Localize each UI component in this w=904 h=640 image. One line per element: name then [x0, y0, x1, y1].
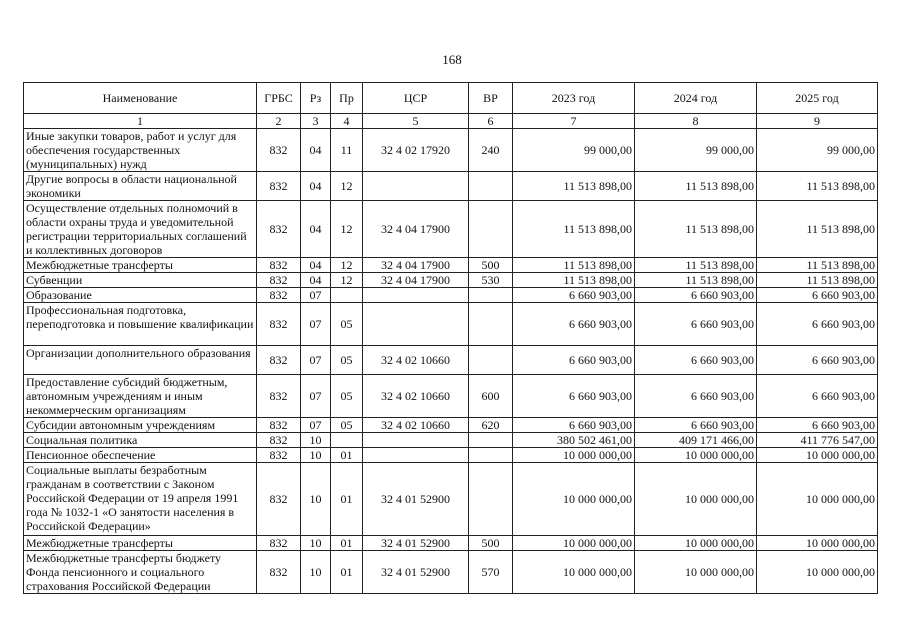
row-csr: 32 4 02 10660	[363, 375, 469, 418]
header-csr: ЦСР	[363, 83, 469, 114]
table-row	[24, 273, 878, 288]
table-row	[24, 433, 878, 448]
row-csr	[363, 433, 469, 448]
row-2023: 10 000 000,00	[513, 536, 635, 551]
column-number: 1	[24, 114, 257, 129]
column-number: 6	[469, 114, 513, 129]
table-row	[24, 463, 878, 536]
row-2024: 11 513 898,00	[635, 258, 757, 273]
row-2023: 10 000 000,00	[513, 448, 635, 463]
row-name: Социальная политика	[24, 433, 257, 448]
row-2025: 10 000 000,00	[757, 536, 878, 551]
column-number: 4	[331, 114, 363, 129]
row-2023: 6 660 903,00	[513, 375, 635, 418]
column-number: 3	[301, 114, 331, 129]
row-pr: 01	[331, 463, 363, 536]
row-pr: 01	[331, 448, 363, 463]
column-number: 5	[363, 114, 469, 129]
row-pr: 12	[331, 201, 363, 258]
row-vr: 620	[469, 418, 513, 433]
column-number: 7	[513, 114, 635, 129]
row-2025: 6 660 903,00	[757, 303, 878, 346]
row-2025: 11 513 898,00	[757, 172, 878, 201]
row-pr: 01	[331, 551, 363, 594]
row-vr	[469, 303, 513, 346]
row-2024: 10 000 000,00	[635, 536, 757, 551]
row-name: Осуществление отдельных полномочий в области охраны труда и уведомительной регистрации территориальных соглашений и коллективных договоров	[24, 201, 257, 258]
row-2024: 6 660 903,00	[635, 418, 757, 433]
row-csr	[363, 448, 469, 463]
row-csr: 32 4 02 10660	[363, 418, 469, 433]
page-number: 168	[442, 52, 462, 67]
table-row	[24, 258, 878, 273]
row-vr	[469, 463, 513, 536]
row-grbs: 832	[257, 303, 301, 346]
row-2024: 6 660 903,00	[635, 303, 757, 346]
row-2025: 10 000 000,00	[757, 551, 878, 594]
row-csr: 32 4 02 10660	[363, 346, 469, 375]
row-csr: 32 4 04 17900	[363, 258, 469, 273]
row-2025: 10 000 000,00	[757, 463, 878, 536]
table-row	[24, 448, 878, 463]
table-row	[24, 418, 878, 433]
row-vr	[469, 201, 513, 258]
row-name: Пенсионное обеспечение	[24, 448, 257, 463]
header-vr: ВР	[469, 83, 513, 114]
row-rz: 10	[301, 433, 331, 448]
row-csr	[363, 288, 469, 303]
row-vr	[469, 172, 513, 201]
row-csr: 32 4 04 17900	[363, 201, 469, 258]
row-pr	[331, 288, 363, 303]
row-vr	[469, 346, 513, 375]
row-name: Межбюджетные трансферты бюджету Фонда пенсионного и социального страхования Российской Федерации	[24, 551, 257, 594]
row-grbs: 832	[257, 258, 301, 273]
column-number: 9	[757, 114, 878, 129]
row-2023: 11 513 898,00	[513, 172, 635, 201]
table-row	[24, 129, 878, 172]
row-pr: 11	[331, 129, 363, 172]
row-vr: 500	[469, 258, 513, 273]
row-rz: 10	[301, 463, 331, 536]
row-rz: 07	[301, 346, 331, 375]
row-2023: 10 000 000,00	[513, 463, 635, 536]
row-csr: 32 4 01 52900	[363, 463, 469, 536]
row-name: Предоставление субсидий бюджетным, автономным учреждениям и иным некоммерческим организациям	[24, 375, 257, 418]
row-csr: 32 4 01 52900	[363, 536, 469, 551]
row-pr: 12	[331, 273, 363, 288]
row-2024: 409 171 466,00	[635, 433, 757, 448]
row-grbs: 832	[257, 129, 301, 172]
row-pr: 05	[331, 418, 363, 433]
row-2025: 6 660 903,00	[757, 418, 878, 433]
column-number: 2	[257, 114, 301, 129]
row-name: Социальные выплаты безработным гражданам в соответствии с Законом Российской Федерации от 19 апреля 1991 года № 1032-1 «О занятости населения в Российской Федерации»	[24, 463, 257, 536]
row-name: Профессиональная подготовка, переподготовка и повышение квалификации	[24, 303, 257, 346]
row-2024: 11 513 898,00	[635, 201, 757, 258]
row-2023: 11 513 898,00	[513, 273, 635, 288]
row-rz: 07	[301, 303, 331, 346]
row-name: Организации дополнительного образования	[24, 346, 257, 375]
row-name: Другие вопросы в области национальной экономики	[24, 172, 257, 201]
header-rz: Рз	[301, 83, 331, 114]
row-csr	[363, 303, 469, 346]
row-grbs: 832	[257, 463, 301, 536]
row-2025: 10 000 000,00	[757, 448, 878, 463]
row-2023: 10 000 000,00	[513, 551, 635, 594]
row-rz: 07	[301, 375, 331, 418]
table-row	[24, 551, 878, 594]
header-grbs: ГРБС	[257, 83, 301, 114]
header-2025: 2025 год	[757, 83, 878, 114]
row-rz: 10	[301, 448, 331, 463]
header-2023: 2023 год	[513, 83, 635, 114]
header-pr: Пр	[331, 83, 363, 114]
row-2024: 6 660 903,00	[635, 346, 757, 375]
row-vr: 570	[469, 551, 513, 594]
row-grbs: 832	[257, 288, 301, 303]
row-2023: 99 000,00	[513, 129, 635, 172]
row-grbs: 832	[257, 536, 301, 551]
row-grbs: 832	[257, 551, 301, 594]
row-2024: 6 660 903,00	[635, 375, 757, 418]
row-2025: 6 660 903,00	[757, 346, 878, 375]
row-pr: 12	[331, 172, 363, 201]
row-rz: 07	[301, 288, 331, 303]
row-pr: 12	[331, 258, 363, 273]
row-grbs: 832	[257, 433, 301, 448]
row-rz: 04	[301, 201, 331, 258]
row-2025: 411 776 547,00	[757, 433, 878, 448]
row-2024: 11 513 898,00	[635, 273, 757, 288]
row-2024: 10 000 000,00	[635, 551, 757, 594]
row-csr: 32 4 02 17920	[363, 129, 469, 172]
row-2023: 6 660 903,00	[513, 418, 635, 433]
row-csr: 32 4 01 52900	[363, 551, 469, 594]
row-grbs: 832	[257, 273, 301, 288]
row-2023: 6 660 903,00	[513, 346, 635, 375]
table-row	[24, 201, 878, 258]
row-rz: 07	[301, 418, 331, 433]
budget-table	[23, 82, 878, 594]
row-vr: 600	[469, 375, 513, 418]
row-vr	[469, 448, 513, 463]
row-rz: 10	[301, 551, 331, 594]
header-name: Наименование	[24, 83, 257, 114]
row-name: Субсидии автономным учреждениям	[24, 418, 257, 433]
column-number: 8	[635, 114, 757, 129]
row-vr: 500	[469, 536, 513, 551]
row-2024: 10 000 000,00	[635, 448, 757, 463]
row-2024: 10 000 000,00	[635, 463, 757, 536]
row-2025: 6 660 903,00	[757, 288, 878, 303]
row-pr: 01	[331, 536, 363, 551]
row-2024: 99 000,00	[635, 129, 757, 172]
column-number-row	[24, 114, 878, 129]
row-grbs: 832	[257, 375, 301, 418]
row-csr: 32 4 04 17900	[363, 273, 469, 288]
row-grbs: 832	[257, 201, 301, 258]
row-vr	[469, 288, 513, 303]
row-2023: 6 660 903,00	[513, 303, 635, 346]
row-name: Иные закупки товаров, работ и услуг для обеспечения государственных (муниципальных) нужд	[24, 129, 257, 172]
row-vr: 240	[469, 129, 513, 172]
row-vr	[469, 433, 513, 448]
row-pr: 05	[331, 346, 363, 375]
table-row	[24, 375, 878, 418]
row-grbs: 832	[257, 418, 301, 433]
row-2023: 11 513 898,00	[513, 201, 635, 258]
row-grbs: 832	[257, 172, 301, 201]
row-rz: 04	[301, 172, 331, 201]
header-2024: 2024 год	[635, 83, 757, 114]
row-vr: 530	[469, 273, 513, 288]
table-row	[24, 536, 878, 551]
table-row	[24, 346, 878, 375]
header-row	[24, 83, 878, 114]
row-csr	[363, 172, 469, 201]
row-2023: 11 513 898,00	[513, 258, 635, 273]
row-rz: 04	[301, 129, 331, 172]
row-grbs: 832	[257, 448, 301, 463]
table-row	[24, 303, 878, 346]
row-2025: 11 513 898,00	[757, 201, 878, 258]
row-name: Межбюджетные трансферты	[24, 536, 257, 551]
row-2024: 6 660 903,00	[635, 288, 757, 303]
row-2025: 11 513 898,00	[757, 258, 878, 273]
row-rz: 04	[301, 273, 331, 288]
row-2025: 11 513 898,00	[757, 273, 878, 288]
row-2023: 380 502 461,00	[513, 433, 635, 448]
row-pr: 05	[331, 303, 363, 346]
row-2025: 99 000,00	[757, 129, 878, 172]
row-pr: 05	[331, 375, 363, 418]
row-name: Субвенции	[24, 273, 257, 288]
table-row	[24, 288, 878, 303]
row-2023: 6 660 903,00	[513, 288, 635, 303]
table-row	[24, 172, 878, 201]
row-pr	[331, 433, 363, 448]
row-2024: 11 513 898,00	[635, 172, 757, 201]
row-2025: 6 660 903,00	[757, 375, 878, 418]
row-rz: 04	[301, 258, 331, 273]
row-rz: 10	[301, 536, 331, 551]
row-grbs: 832	[257, 346, 301, 375]
row-name: Образование	[24, 288, 257, 303]
row-name: Межбюджетные трансферты	[24, 258, 257, 273]
